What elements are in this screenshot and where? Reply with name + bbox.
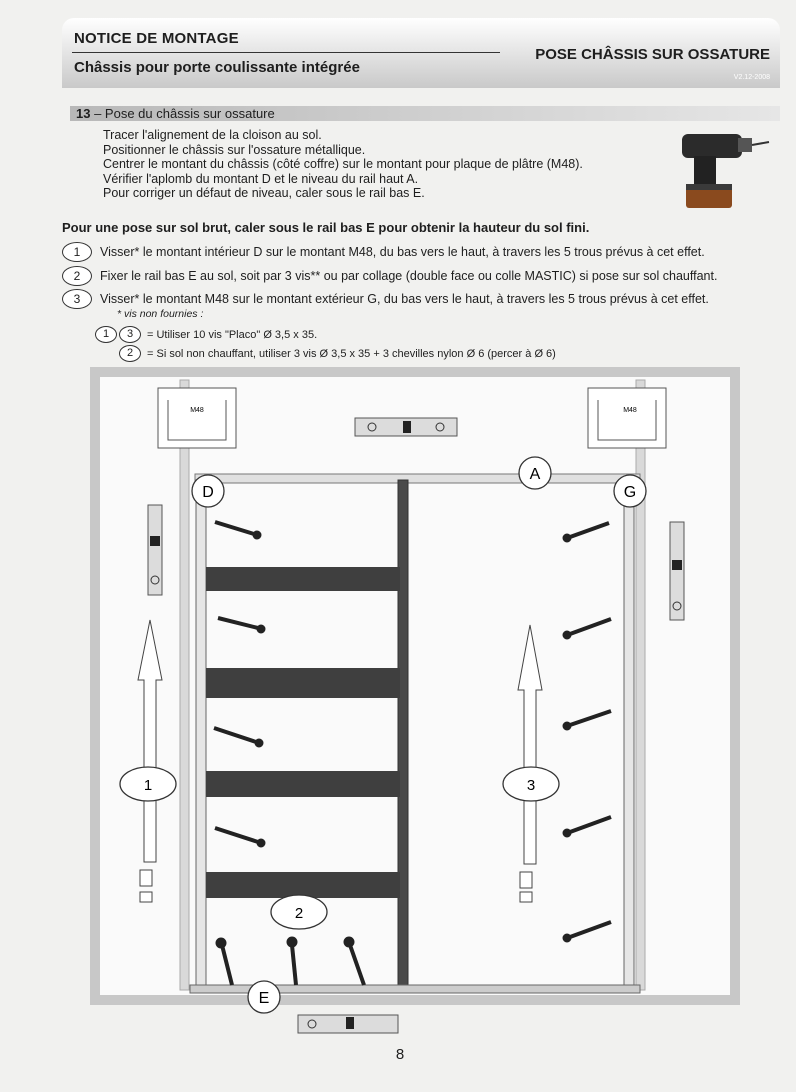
instruction-line: Pour corriger un défaut de niveau, caler sous le rail bas E. xyxy=(103,186,425,200)
label-a xyxy=(519,457,551,489)
svg-text:E: E xyxy=(258,990,270,1007)
svg-text:G: G xyxy=(623,484,637,501)
m48-label: M48 xyxy=(190,407,204,414)
instruction-line: Vérifier l'aplomb du montant D et le niveau du rail haut A. xyxy=(103,171,419,186)
board xyxy=(206,668,400,698)
board xyxy=(206,771,400,797)
board xyxy=(206,567,400,591)
center-post xyxy=(398,480,408,990)
spirit-level-icon xyxy=(670,522,684,620)
step-number-badge: 2 xyxy=(62,266,92,286)
post-d xyxy=(196,480,206,990)
post-g xyxy=(623,480,637,990)
svg-text:2: 2 xyxy=(294,905,304,922)
step-marker-2 xyxy=(271,895,327,929)
section-title: POSE CHÂSSIS SUR OSSATURE xyxy=(535,46,770,63)
step-number-badge: 3 xyxy=(62,289,92,309)
step-number-badge: 2 xyxy=(119,345,141,362)
instruction-line: Tracer l'alignement de la cloison au sol. xyxy=(103,128,322,142)
step-number-badge: 3 xyxy=(119,326,141,343)
item-text: Fixer le rail bas E au sol, soit par 3 vis** ou par collage (double face ou colle MASTIC) si pose sur sol chauffant. xyxy=(100,269,718,283)
step-marker-1 xyxy=(120,767,176,801)
top-rail-a xyxy=(195,474,640,483)
footnote: * vis non fournies : xyxy=(117,308,204,320)
svg-text:3: 3 xyxy=(526,777,536,794)
spirit-level-icon xyxy=(298,1015,398,1033)
board xyxy=(206,872,400,898)
m48-box-left xyxy=(158,388,236,448)
spirit-level-icon xyxy=(355,418,457,436)
step-heading: 13 – Pose du châssis sur ossature xyxy=(76,106,275,121)
step-number-badge: 1 xyxy=(95,326,117,343)
instruction-line: Positionner le châssis sur l'ossature métallique. xyxy=(103,142,366,157)
svg-text:D: D xyxy=(202,484,214,501)
note-text: = Utiliser 10 vis "Placo" Ø 3,5 x 35. xyxy=(147,328,318,341)
label-d xyxy=(192,475,224,507)
document-title: NOTICE DE MONTAGE xyxy=(74,30,239,47)
m48-box-right xyxy=(588,388,666,448)
step-marker-3 xyxy=(503,767,559,801)
note-text: = Si sol non chauffant, utiliser 3 vis Ø 3,5 x 35 + 3 chevilles nylon Ø 6 (percer à Ø 6) xyxy=(147,347,556,360)
version-label: V2.12-2008 xyxy=(733,74,770,81)
document-subtitle: Châssis pour porte coulissante intégrée xyxy=(74,59,360,76)
spirit-level-icon xyxy=(148,505,162,595)
bold-instruction: Pour une pose sur sol brut, caler sous le rail bas E pour obtenir la hauteur du sol fini. xyxy=(62,220,590,235)
label-e xyxy=(248,981,280,1013)
item-text: Visser* le montant M48 sur le montant extérieur G, du bas vers le haut, à travers les 5 trous prévus à cet effet. xyxy=(100,292,709,306)
instruction-line: Centrer le montant du châssis (côté coffre) sur le montant pour plaque de plâtre (M48). xyxy=(103,157,583,171)
step-number-badge: 1 xyxy=(62,242,92,262)
svg-text:1: 1 xyxy=(143,777,153,794)
label-g xyxy=(614,475,646,507)
item-text: Visser* le montant intérieur D sur le montant M48, du bas vers le haut, à travers les 5 trous prévus à cet effet. xyxy=(100,245,705,259)
m48-label: M48 xyxy=(623,407,637,414)
svg-text:A: A xyxy=(529,466,541,483)
page-number: 8 xyxy=(395,1046,405,1063)
